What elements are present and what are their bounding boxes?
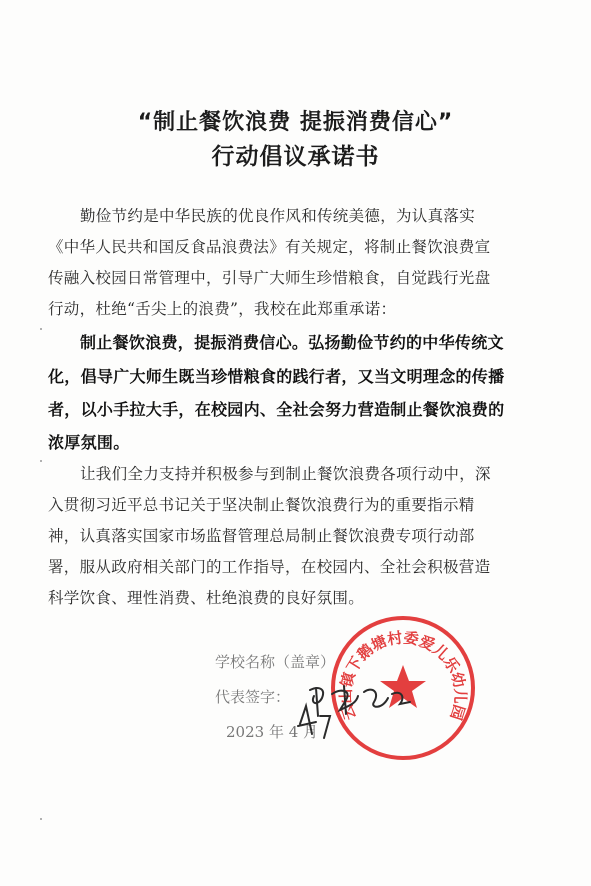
paragraph2-line4: 浓厚氛围。 — [48, 433, 130, 452]
paragraph3-line2: 入贯彻习近平总书记关于坚决制止餐饮浪费行为的重要指示精 — [48, 496, 475, 514]
paragraph1-line2: 《中华人民共和国反食品浪费法》有关规定，将制止餐饮浪费宣 — [48, 238, 491, 256]
handwritten-signature — [296, 676, 456, 756]
scan-speck — [40, 328, 42, 330]
document-title-line2: 行动倡议承诺书 — [211, 144, 380, 170]
sign-date: 2023 年 4 月 — [226, 723, 319, 741]
representative-signature-label: 代表签字： — [215, 688, 291, 706]
paragraph3-line1: 让我们全力支持并积极参与到制止餐饮浪费各项行动中，深 — [80, 465, 491, 483]
paragraph1-line4: 行动，杜绝“舌尖上的浪费”，我校在此郑重承诺： — [48, 300, 397, 318]
paragraph1-line3: 传融入校园日常管理中，引导广大师生珍惜粮食，自觉践行光盘 — [48, 269, 491, 287]
school-name-label: 学校名称（盖章） — [215, 653, 336, 671]
paragraph3-line3: 神，认真落实国家市场监督管理总局制止餐饮浪费专项行动部 — [48, 527, 475, 545]
scan-speck — [40, 818, 42, 820]
paragraph3-line5: 科学饮食、理性消费、杜绝浪费的良好氛围。 — [48, 589, 365, 607]
paragraph2-line2: 化，倡导广大师生既当珍惜粮食的践行者，又当文明理念的传播 — [48, 367, 505, 386]
paragraph2-line3: 者，以小手拉大手，在校园内、全社会努力营造制止餐饮浪费的 — [48, 400, 505, 419]
paragraph1-line1: 勤俭节约是中华民族的优良作风和传统美德，为认真落实 — [80, 207, 476, 225]
paragraph2-line1: 制止餐饮浪费，提振消费信心。弘扬勤俭节约的中华传统文 — [80, 333, 504, 352]
paragraph3-line4: 署，服从政府相关部门的工作指导，在校园内、全社会积极营造 — [48, 558, 491, 576]
seal-text: 云山镇下鹅塘村委爱儿乐幼儿园 — [336, 628, 470, 723]
scan-speck — [40, 460, 42, 462]
document-title-line1: “制止餐饮浪费 提振消费信心” — [137, 110, 454, 135]
